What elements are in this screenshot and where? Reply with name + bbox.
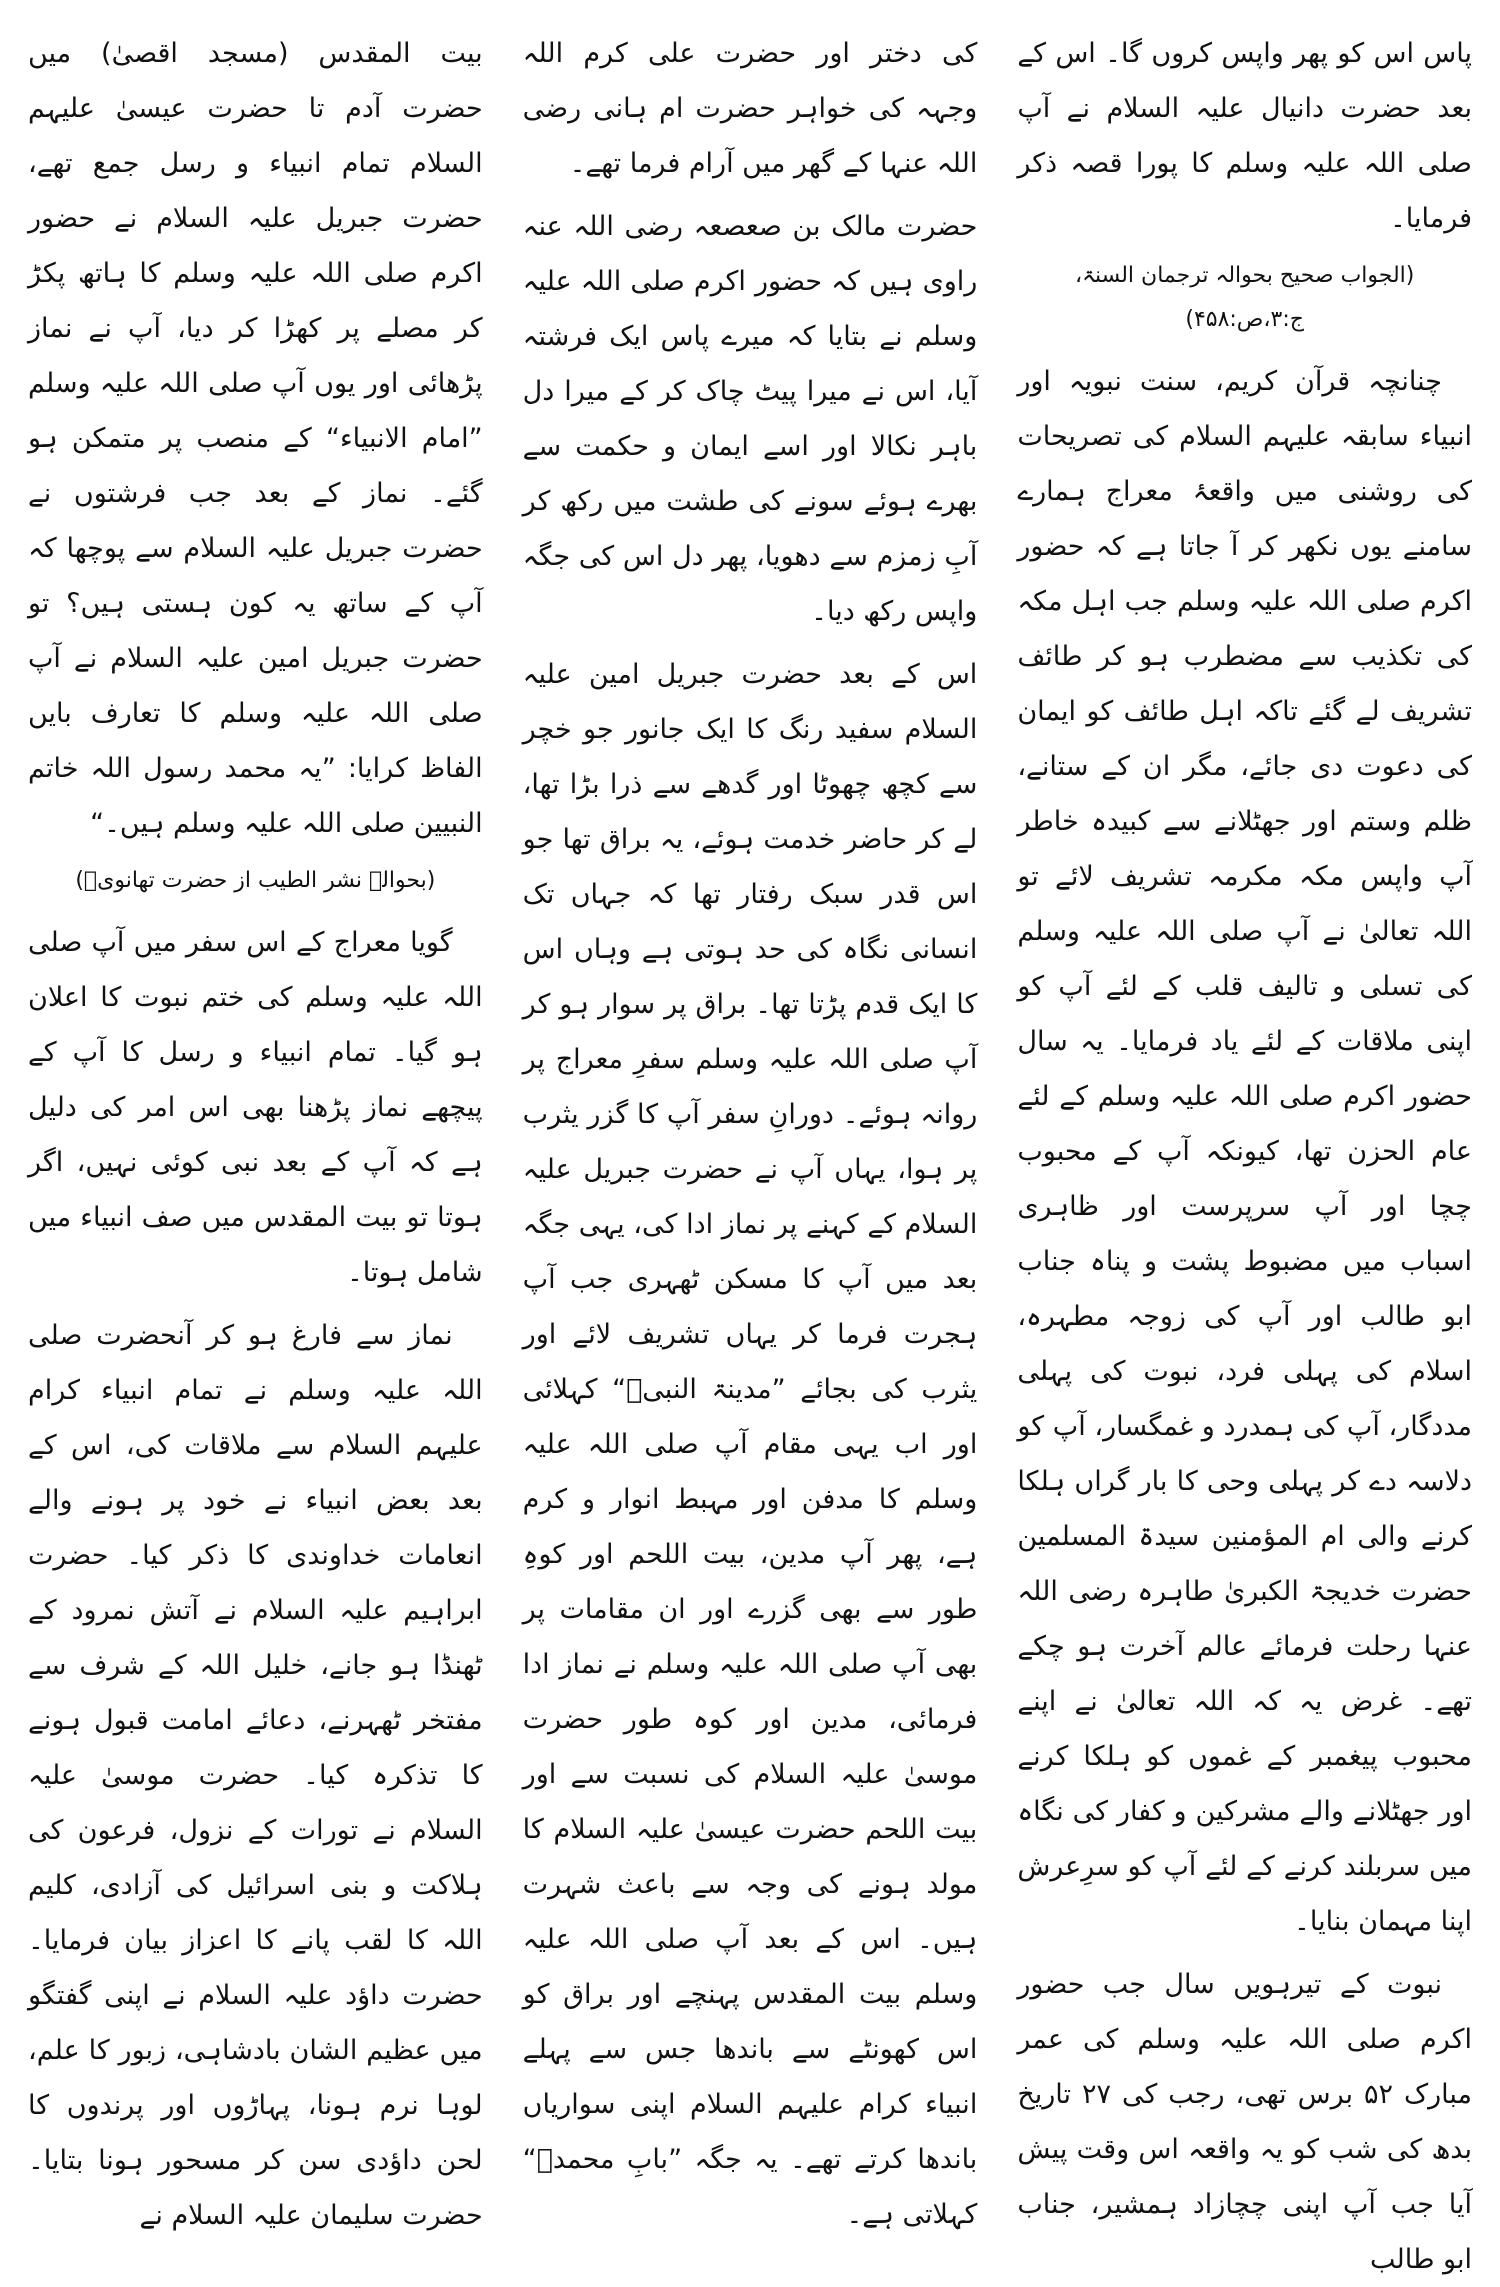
newspaper-page xyxy=(27,26,1473,2275)
citation: (بحوالہ نشر الطیب از حضرت تھانویؒ) xyxy=(75,868,436,893)
paragraph: گویا معراج کے اس سفر میں آپ صلی اللہ علیہ وسلم کی ختم نبوت کا اعلان ہو گیا۔ تمام انبیاء و رسل کا آپ کے پیچھے نماز پڑھنا بھی اس امر کی دلیل ہے کہ آپ کے بعد نبی کوئی نہیں، اگر ہوتا تو بیت المقدس میں صف انبیاء میں شامل ہوتا۔ xyxy=(27,927,483,1288)
paragraph: چنانچہ قرآن کریم، سنت نبویہ اور انبیاء سابقہ علیہم السلام کی تصریحات کی روشنی میں واقعۂ معراج ہمارے سامنے یوں نکھر کر آ جاتا ہے کہ حضور اکرم صلی اللہ علیہ وسلم جب اہل مکہ کی تکذیب سے مضطرب ہو کر طائف تشریف لے گئے تاکہ اہل طائف کو ایمان کی دعوت دی جائے، مگر ان کے ستانے، ظلم وستم اور جھٹلانے سے کبیدہ خاطر آپ واپس مکہ مکرمہ تشریف لائے تو اللہ تعالیٰ نے آپ صلی اللہ علیہ وسلم کی تسلی و تالیف قلب کے لئے آپ کو اپنی ملاقات کے لئے یاد فرمایا۔ یہ سال حضور اکرم صلی اللہ علیہ وسلم کے لئے عام الحزن تھا، کیونکہ آپ کے محبوب چچا اور آپ سرپرست اور ظاہری اسباب میں مضبوط پشت و پناہ جناب ابو طالب اور آپ کی زوجہ مطہرہ، اسلام کی پہلی فرد، نبوت کی پہلی مددگار، آپ کی ہمدرد و غمگسار، آپ کو دلاسہ دے کر پہلی وحی کا بار گراں ہلکا کرنے والی ام المؤمنین سیدۃ المسلمین حضرت خدیجۃ الکبریٰ طاہرہ رضی اللہ عنہا رحلت فرمائے عالم آخرت ہو چکے تھے۔ غرض یہ کہ اللہ تعالیٰ نے اپنے محبوب پیغمبر کے غموں کو ہلکا کرنے اور جھٹلانے والے مشرکین و کفار کی نگاہ میں سربلند کرنے کے لئے آپ کو سرِعرش اپنا مہمان بنایا۔ xyxy=(1017,366,1472,1937)
paragraph: کی دختر اور حضرت علی کرم اللہ وجہہ کی خواہر حضرت ام ہانی رضی اللہ عنہا کے گھر میں آرام فرما تھے۔ xyxy=(522,38,978,179)
citation: (الجواب صحیح بحوالہ ترجمان السنۃ، ج:۳،ص:۴۵۸) xyxy=(1074,263,1415,332)
paragraph: اس کے بعد حضرت جبریل امین علیہ السلام سفید رنگ کا ایک جانور جو خچر سے کچھ چھوٹا اور گدھے سے ذرا بڑا تھا، لے کر حاضر خدمت ہوئے، یہ براق تھا جو اس قدر سبک رفتار تھا کہ جہاں تک انسانی نگاہ کی حد ہوتی ہے وہاں اس کا ایک قدم پڑتا تھا۔ براق پر سوار ہو کر آپ صلی اللہ علیہ وسلم سفرِ معراج پر روانہ ہوئے۔ دورانِ سفر آپ کا گزر یثرب پر ہوا، یہاں آپ نے حضرت جبریل علیہ السلام کے کہنے پر نماز ادا کی، یہی جگہ بعد میں آپ کا مسکن ٹھہری جب آپ ہجرت فرما کر یہاں تشریف لائے اور یثرب کی بجائے ”مدینۃ النبیؐ“ کہلائی اور اب یہی مقام آپ صلی اللہ علیہ وسلم کا مدفن اور مہبط انوار و کرم ہے، پھر آپ مدین، بیت اللحم اور کوہِ طور سے بھی گزرے اور ان مقامات پر بھی آپ صلی اللہ علیہ وسلم نے نماز ادا فرمائی، مدین اور کوہ طور حضرت موسیٰ علیہ السلام کی نسبت سے اور بیت اللحم حضرت عیسیٰ علیہ السلام کا مولد ہونے کی وجہ سے باعث شہرت ہیں۔ اس کے بعد آپ صلی اللہ علیہ وسلم بیت المقدس پہنچے اور براق کو اس کھونٹے سے باندھا جس سے پہلے انبیاء کرام علیہم السلام اپنی سواریاں باندھا کرتے تھے۔ یہ جگہ ”بابِ محمدؐ“ کہلاتی ہے۔ xyxy=(522,659,978,2230)
paragraph: پاس اس کو پھر واپس کروں گا۔ اس کے بعد حضرت دانیال علیہ السلام نے آپ صلی اللہ علیہ وسلم کا پورا قصہ ذکر فرمایا۔ xyxy=(1017,38,1472,234)
text-column-right xyxy=(1017,26,1473,2275)
paragraph: نبوت کے تیرہویں سال جب حضور اکرم صلی اللہ علیہ وسلم کی عمر مبارک ۵۲ برس تھی، رجب کی ۲۷ تاریخ بدھ کی شب کو یہ واقعہ اس وقت پیش آیا جب آپ اپنی چچازاد ہمشیر، جناب ابو طالب xyxy=(1017,1969,1473,2275)
paragraph: حضرت مالک بن صعصعہ رضی اللہ عنہ راوی ہیں کہ حضور اکرم صلی اللہ علیہ وسلم نے بتایا کہ میرے پاس ایک فرشتہ آیا، اس نے میرا پیٹ چاک کر کے میرا دل باہر نکالا اور اسے ایمان و حکمت سے بھرے ہوئے سونے کی طشت میں رکھ کر آبِ زمزم سے دھویا، پھر دل اس کی جگہ واپس رکھ دیا۔ xyxy=(522,211,978,627)
paragraph: نماز سے فارغ ہو کر آنحضرت صلی اللہ علیہ وسلم نے تمام انبیاء کرام علیہم السلام سے ملاقات کی، اس کے بعد بعض انبیاء نے خود پر ہونے والے انعامات خداوندی کا ذکر کیا۔ حضرت ابراہیم علیہ السلام نے آتش نمرود کے ٹھنڈا ہو جانے، خلیل اللہ کے شرف سے مفتخر ٹھہرنے، دعائے امامت قبول ہونے کا تذکرہ کیا۔ حضرت موسیٰ علیہ السلام نے تورات کے نزول، فرعون کی ہلاکت و بنی اسرائیل کی آزادی، کلیم اللہ کا لقب پانے کا اعزاز بیان فرمایا۔ حضرت داؤد علیہ السلام نے اپنی گفتگو میں عظیم الشان بادشاہی، زبور کا علم، لوہا نرم ہونا، پہاڑوں اور پرندوں کا لحن داؤدی سن کر مسحور ہونا بتایا۔ حضرت سلیمان علیہ السلام نے xyxy=(27,1320,483,2231)
text-column-middle xyxy=(522,26,978,2230)
text-column-left xyxy=(27,26,483,2231)
paragraph: بیت المقدس (مسجد اقصیٰ) میں حضرت آدم تا حضرت عیسیٰ علیہم السلام تمام انبیاء و رسل جمع تھے، حضرت جبریل علیہ السلام نے حضور اکرم صلی اللہ علیہ وسلم کا ہاتھ پکڑ کر مصلے پر کھڑا کر دیا، آپ نے نماز پڑھائی اور یوں آپ صلی اللہ علیہ وسلم ”امام الانبیاء“ کے منصب پر متمکن ہو گئے۔ نماز کے بعد جب فرشتوں نے حضرت جبریل علیہ السلام سے پوچھا کہ آپ کے ساتھ یہ کون ہستی ہیں؟ تو حضرت جبریل امین علیہ السلام نے آپ صلی اللہ علیہ وسلم کا تعارف بایں الفاظ کرایا: ”یہ محمد رسول اللہ خاتم النبیین صلی اللہ علیہ وسلم ہیں۔“ xyxy=(27,38,483,839)
